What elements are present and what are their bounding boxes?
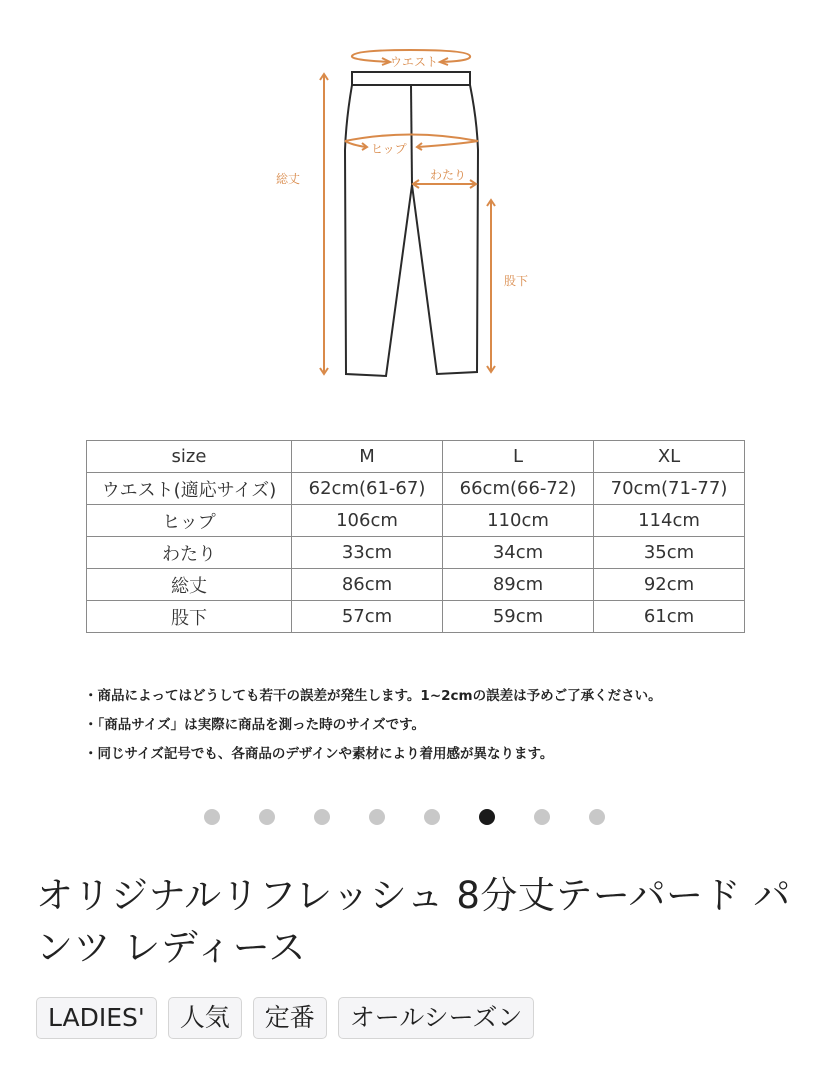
cell: 57cm [292, 601, 443, 633]
cell: 106cm [292, 505, 443, 537]
header-cell: M [292, 441, 443, 473]
cell: 33cm [292, 537, 443, 569]
row-label: ヒップ [87, 505, 292, 537]
table-row [87, 601, 745, 633]
tag-all-season[interactable]: オールシーズン [338, 997, 535, 1039]
table-row [87, 505, 745, 537]
header-cell: XL [594, 441, 745, 473]
tag-popular[interactable]: 人気 [168, 997, 242, 1039]
note-line: ・「商品サイズ」は実際に商品を測った時のサイズです。 [84, 717, 426, 733]
product-title: オリジナルリフレッシュ 8分丈テーパード パンツ レディース [36, 874, 791, 969]
row-label: ウエスト(適応サイズ) [87, 473, 292, 505]
table-header-row [87, 441, 745, 473]
carousel-dot-3[interactable] [314, 809, 330, 825]
header-cell: size [87, 441, 292, 473]
carousel-dot-4[interactable] [369, 809, 385, 825]
cell: 35cm [594, 537, 745, 569]
cell: 86cm [292, 569, 443, 601]
note-line: ・同じサイズ記号でも、各商品のデザインや素材により着用感が異なります。 [84, 746, 554, 762]
carousel-pagination [204, 809, 605, 825]
size-table [86, 440, 745, 633]
waist-label: ウエスト [390, 55, 439, 69]
carousel-dot-7[interactable] [534, 809, 550, 825]
cell: 70cm(71-77) [594, 473, 745, 505]
row-label: わたり [87, 537, 292, 569]
cell: 89cm [443, 569, 594, 601]
table-row [87, 537, 745, 569]
carousel-dot-6-active[interactable] [479, 809, 495, 825]
cell: 61cm [594, 601, 745, 633]
product-tags [36, 997, 534, 1039]
cell: 34cm [443, 537, 594, 569]
cell: 62cm(61-67) [292, 473, 443, 505]
carousel-dot-8[interactable] [589, 809, 605, 825]
carousel-dot-1[interactable] [204, 809, 220, 825]
thigh-label: わたり [430, 168, 467, 182]
tag-standard[interactable]: 定番 [253, 997, 327, 1039]
table-row [87, 569, 745, 601]
cell: 59cm [443, 601, 594, 633]
cell: 114cm [594, 505, 745, 537]
table-row [87, 473, 745, 505]
cell: 110cm [443, 505, 594, 537]
cell: 92cm [594, 569, 745, 601]
hip-label: ヒップ [371, 142, 407, 156]
note-line: ・商品によってはどうしても若干の誤差が発生します。1~2cmの誤差は予めご了承ください。 [84, 688, 662, 704]
total-length-label: 総丈 [276, 172, 301, 186]
row-label: 総丈 [87, 569, 292, 601]
tag-ladies[interactable]: LADIES' [36, 997, 157, 1039]
size-notes [84, 682, 662, 769]
header-cell: L [443, 441, 594, 473]
size-diagram [0, 0, 828, 400]
row-label: 股下 [87, 601, 292, 633]
carousel-dot-5[interactable] [424, 809, 440, 825]
carousel-dot-2[interactable] [259, 809, 275, 825]
inseam-label: 股下 [504, 274, 529, 288]
cell: 66cm(66-72) [443, 473, 594, 505]
